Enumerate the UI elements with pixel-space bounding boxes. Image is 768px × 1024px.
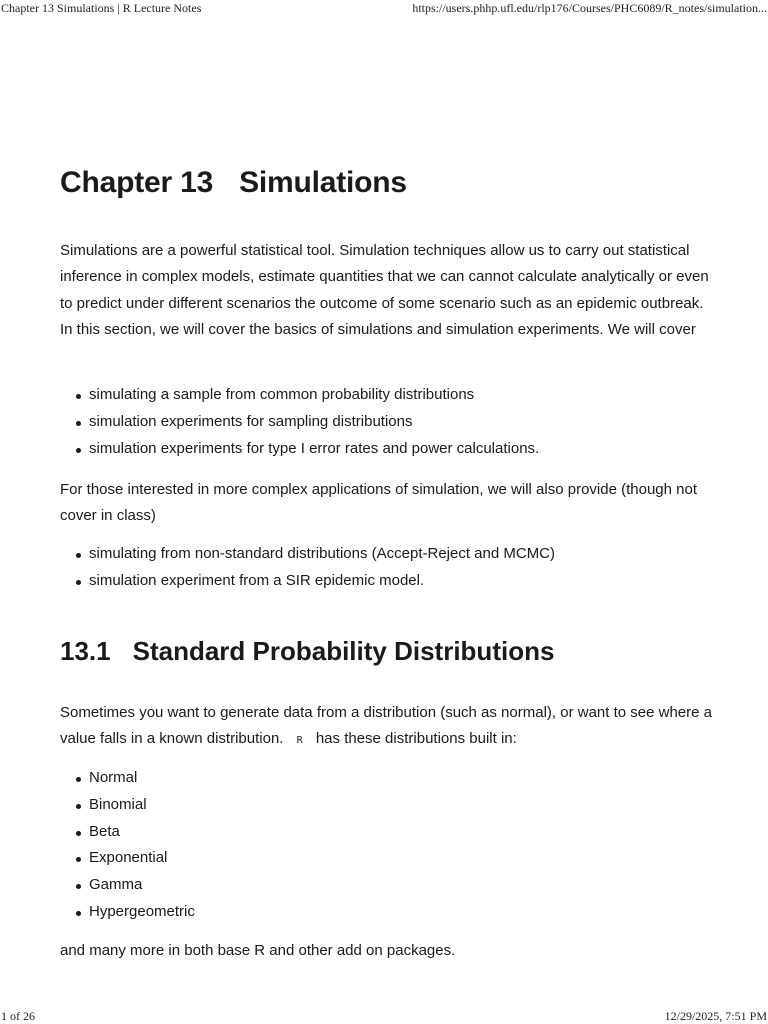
print-header — [0, 0, 768, 16]
list-item: simulating from non-standard distributions (Accept-Reject and MCMC) — [60, 541, 555, 568]
inline-code: R — [296, 735, 303, 747]
list-item: Binomial — [60, 792, 195, 819]
chapter-number: Chapter 13 — [60, 166, 214, 199]
intro-paragraph: Simulations are a powerful statistical tool. Simulation techniques allow us to carry out statistical inference in complex models, estimate quantities that we can cannot calculate analytically or even to predict under different scenarios the outcome of some scenario such as an epidemic outbreak. In this section, we will cover the basics of simulations and simulation experiments. We will cover — [60, 242, 709, 338]
print-header-title: Chapter 13 Simulations | R Lecture Notes — [1, 1, 202, 15]
advanced-list — [60, 541, 555, 595]
section-paragraph-after: has these distributions built in: — [315, 730, 517, 748]
advanced-paragraph: For those interested in more complex applications of simulation, we will also provide (though not cover in class) — [60, 481, 697, 525]
section-paragraph — [60, 700, 720, 755]
section-paragraph-before: Sometimes you want to generate data from a distribution (such as normal), or want to see where a value falls in a known distribution. — [60, 704, 712, 748]
section-title — [60, 636, 554, 667]
chapter-name: Simulations — [239, 166, 407, 199]
distribution-list — [60, 765, 195, 926]
intro-list — [60, 382, 539, 462]
list-item: simulation experiment from a SIR epidemic model. — [60, 568, 555, 595]
list-item: simulation experiments for sampling distributions — [60, 409, 539, 436]
list-item: simulating a sample from common probability distributions — [60, 382, 539, 409]
list-item: Beta — [60, 819, 195, 846]
section-number: 13.1 — [60, 636, 111, 666]
list-item: simulation experiments for type I error rates and power calculations. — [60, 436, 539, 463]
list-item: Gamma — [60, 872, 195, 899]
page-number: 1 of 26 — [1, 1009, 35, 1023]
list-item: Normal — [60, 765, 195, 792]
print-header-url: https://users.phhp.ufl.edu/rlp176/Courses/PHC6089/R_notes/simulation... — [412, 1, 767, 15]
print-footer — [0, 1008, 768, 1024]
list-item: Hypergeometric — [60, 899, 195, 926]
print-datetime: 12/29/2025, 7:51 PM — [664, 1009, 767, 1023]
list-item: Exponential — [60, 845, 195, 872]
section-name: Standard Probability Distributions — [132, 636, 555, 666]
closing-paragraph: and many more in both base R and other add on packages. — [60, 942, 456, 959]
chapter-title — [60, 166, 407, 200]
